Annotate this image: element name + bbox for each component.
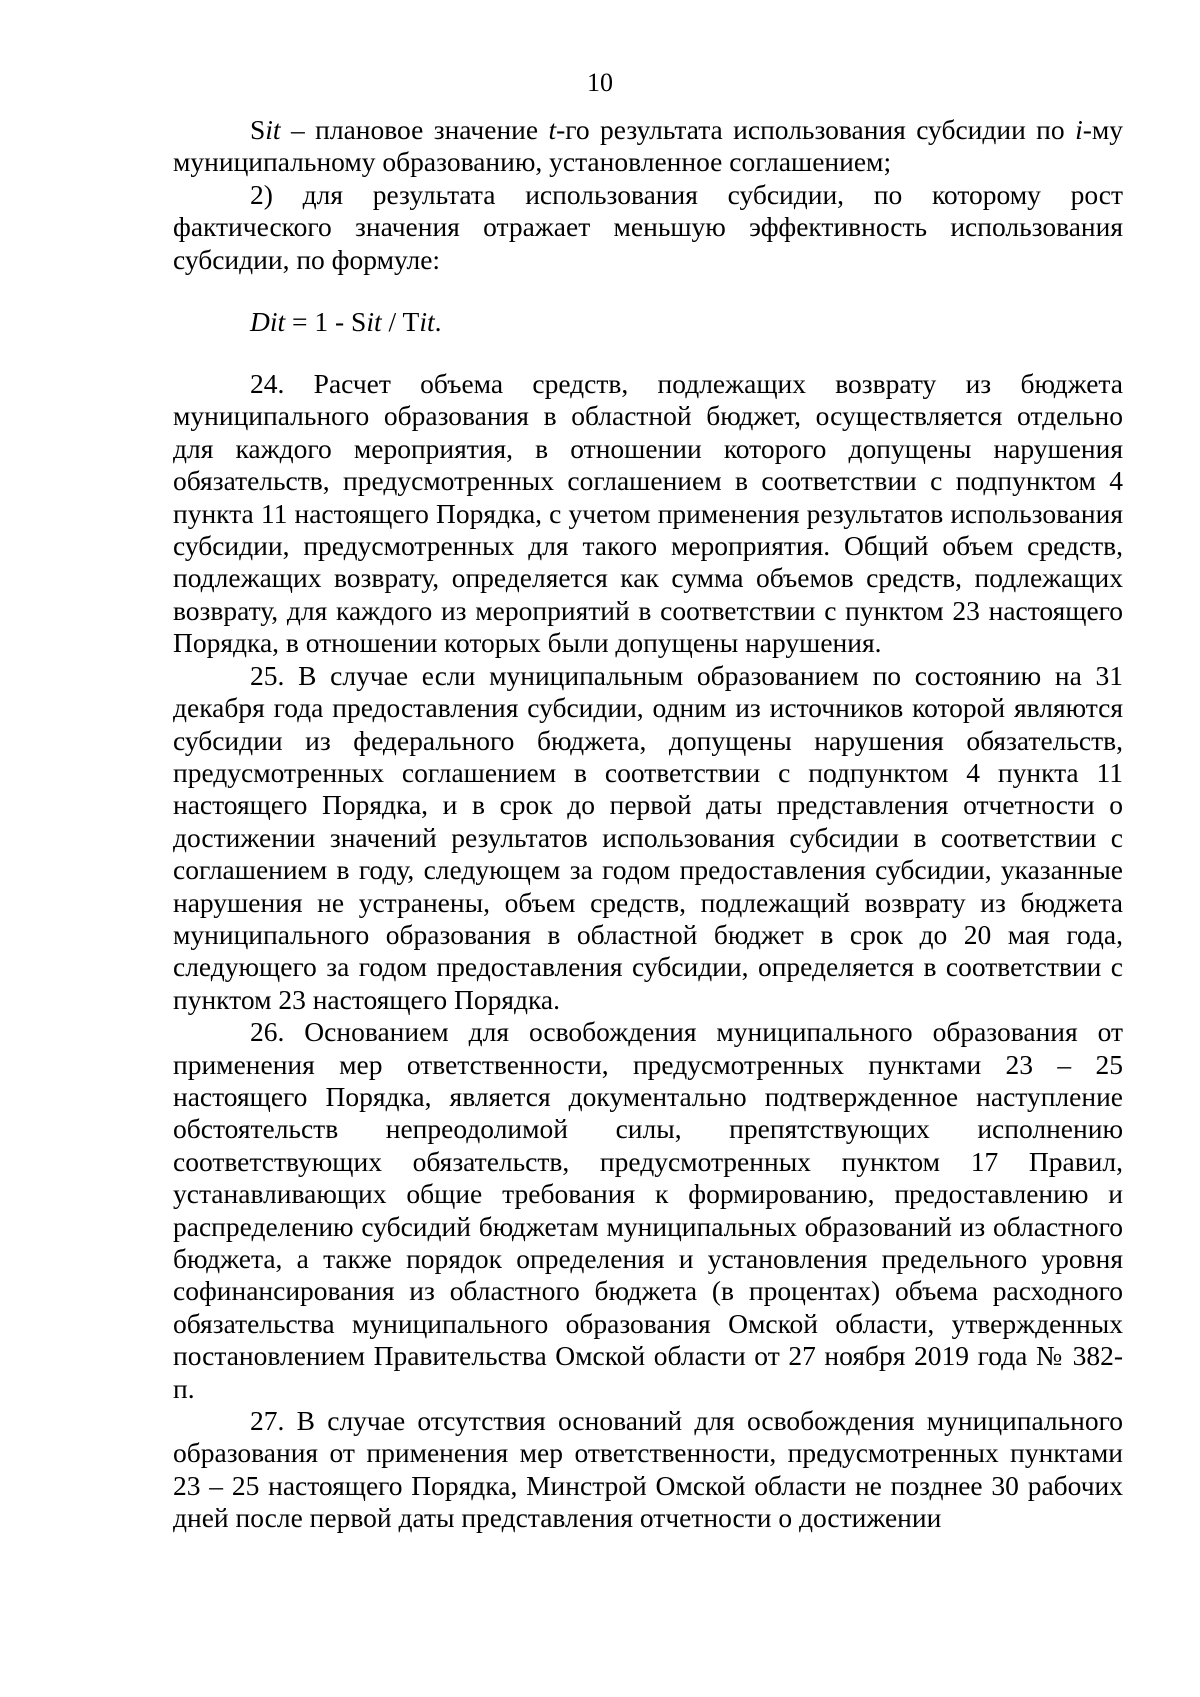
paragraph-25: 25. В случае если муниципальным образованием по состоянию на 31 декабря года предоставления субсидии, одним из источников которой являются субсидии из федерального бюджета, допущены нарушения обязательств, предусмотренных соглашением в соответствии с подпунктом 4 пункта 11 настоящего Порядка, и в срок до первой даты представления отчетности о достижении значений результатов использования субсидии в соответствии с соглашением в году, следующем за годом предоставления субсидии, указанные нарушения не устранены, объем средств, подлежащий возврату из бюджета муниципального образования в областной бюджет в срок до 20 мая года, следующего за годом предоставления субсидии, определяется в соответствии с пунктом 23 настоящего Порядка. bbox=[173, 659, 1123, 1015]
paragraph-26: 26. Основанием для освобождения муниципального образования от применения мер ответственности, предусмотренных пунктами 23 – 25 настоящего Порядка, является документально подтвержденное наступление обстоятельств непреодолимой силы, препятствующих исполнению соответствующих обязательств, предусмотренных пунктом 17 Правил, устанавливающих общие требования к формированию, предоставлению и распределению субсидий бюджетам муниципальных образований из областного бюджета, а также порядок определения и установления предельного уровня софинансирования из областного бюджета (в процентах) объема расходного обязательства муниципального образования Омской области, утвержденных постановлением Правительства Омской области от 27 ноября 2019 года № 382-п. bbox=[173, 1016, 1123, 1404]
formula-dit: Dit = 1 - Sit / Tit. bbox=[250, 306, 442, 338]
paragraph-27: 27. В случае отсутствия оснований для освобождения муниципального образования от применения мер ответственности, предусмотренных пунктами 23 – 25 настоящего Порядка, Минстрой Омской области не позднее 30 рабочих дней после первой даты представления отчетности о достижении bbox=[173, 1405, 1123, 1534]
item-2-text: 2) для результата использования субсидии, по которому рост фактического значения отражает меньшую эффективность использования субсидии, по формуле: bbox=[173, 178, 1123, 275]
document-body bbox=[173, 114, 1123, 1535]
definition-sit: Sit – плановое значение t-го результата использования субсидии по i-му муниципальному образованию, установленное соглашением; bbox=[173, 114, 1124, 178]
paragraph-24: 24. Расчет объема средств, подлежащих возврату из бюджета муниципального образования в областной бюджет, осуществляется отдельно для каждого мероприятия, в отношении которого допущены нарушения обязательств, предусмотренных соглашением в соответствии с подпунктом 4 пункта 11 настоящего Порядка, с учетом применения результатов использования субсидии, предусмотренных для такого мероприятия. Общий объем средств, подлежащих возврату, определяется как сумма объемов средств, подлежащих возврату, для каждого из мероприятий в соответствии с пунктом 23 настоящего Порядка, в отношении которых были допущены нарушения. bbox=[173, 368, 1123, 659]
page-number: 10 bbox=[587, 68, 613, 97]
